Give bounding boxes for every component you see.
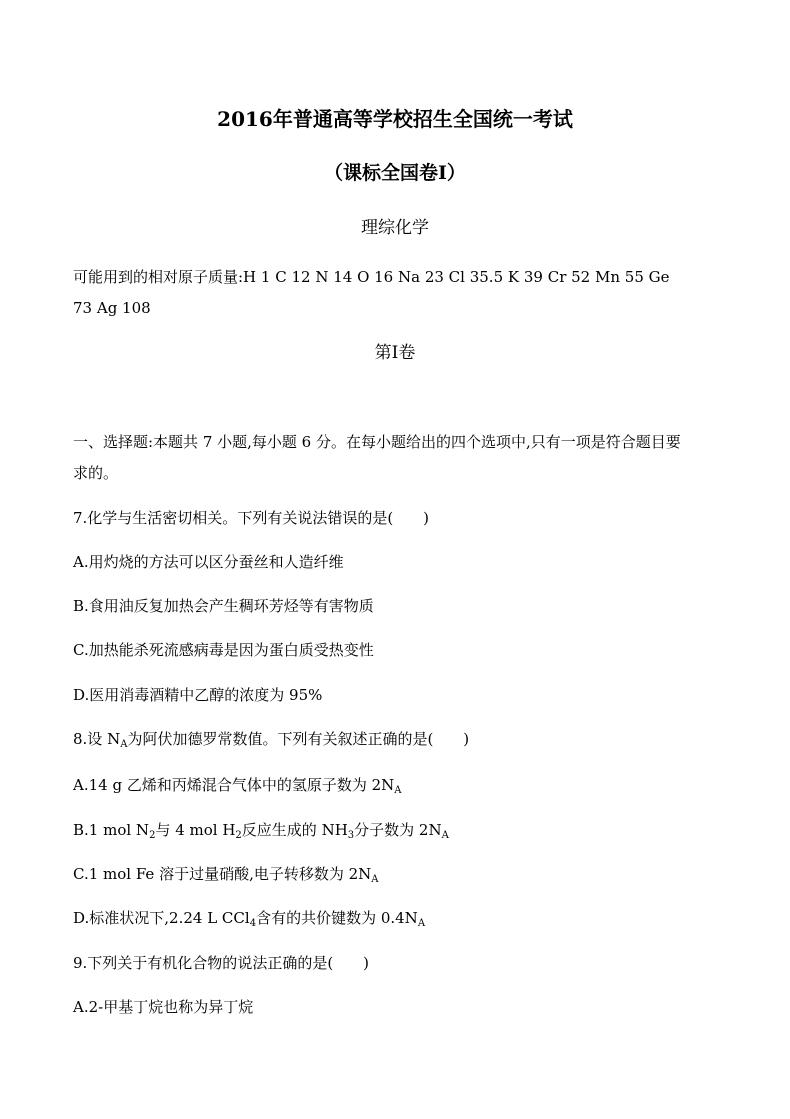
q8-b-text-1: B.1 mol N bbox=[73, 821, 150, 839]
atomic-masses-line-1: 可能用到的相对原子质量:H 1 C 12 N 14 O 16 Na 23 Cl 35.5 K 39 Cr 52 Mn 55 Ge bbox=[73, 268, 670, 286]
q8-d-subscript-1: 4 bbox=[249, 918, 257, 929]
q8-a-text: A.14 g 乙烯和丙烯混合气体中的氢原子数为 2N bbox=[73, 776, 395, 794]
q8-b-subscript-2: 2 bbox=[235, 830, 242, 841]
q8-a-subscript: A bbox=[394, 785, 402, 796]
q8-b-text-3: 反应生成的 NH bbox=[241, 821, 348, 839]
q8-d-text-2: 含有的共价键数为 0.4N bbox=[256, 909, 418, 927]
q8-b-text-4: 分子数为 2N bbox=[354, 821, 442, 839]
question-8-option-c bbox=[73, 864, 379, 884]
question-8-option-b bbox=[73, 820, 449, 840]
subject-heading: 理综化学 bbox=[361, 218, 429, 238]
atomic-masses-line-2: 73 Ag 108 bbox=[73, 299, 151, 317]
q8-c-text: C.1 mol Fe 溶于过量硝酸,电子转移数为 2N bbox=[73, 865, 372, 883]
question-8-stem bbox=[73, 729, 469, 749]
q8-stem-subscript: A bbox=[120, 739, 128, 750]
question-7-option-d: D.医用消毒酒精中乙醇的浓度为 95% bbox=[73, 686, 323, 704]
question-9-stem: 9.下列关于有机化合物的说法正确的是( ) bbox=[73, 954, 370, 972]
q8-d-text-1: D.标准状况下,2.24 L CCl bbox=[73, 909, 250, 927]
q8-b-subscript-3: 3 bbox=[347, 830, 355, 841]
q8-c-subscript: A bbox=[371, 874, 379, 885]
q8-b-subscript-4: A bbox=[441, 830, 449, 841]
exam-subtitle: （课标全国卷Ⅰ） bbox=[324, 162, 466, 184]
volume-label: 第Ⅰ卷 bbox=[374, 343, 416, 363]
question-7-option-b: B.食用油反复加热会产生稠环芳烃等有害物质 bbox=[73, 597, 374, 615]
question-9-option-a: A.2-甲基丁烷也称为异丁烷 bbox=[73, 998, 254, 1016]
question-8-option-a bbox=[73, 775, 402, 795]
q8-b-subscript-1: 2 bbox=[149, 830, 156, 841]
q8-b-text-2: 与 4 mol H bbox=[155, 821, 236, 839]
question-7-option-a: A.用灼烧的方法可以区分蚕丝和人造纤维 bbox=[73, 553, 344, 571]
section-intro-line-1: 一、选择题:本题共 7 小题,每小题 6 分。在每小题给出的四个选项中,只有一项是符合题目要 bbox=[73, 433, 681, 451]
section-intro-line-2: 求的。 bbox=[73, 464, 119, 482]
q8-stem-part-b: 为阿伏加德罗常数值。下列有关叙述正确的是( ) bbox=[127, 730, 470, 748]
question-7-option-c: C.加热能杀死流感病毒是因为蛋白质受热变性 bbox=[73, 641, 374, 659]
q8-d-subscript-2: A bbox=[417, 918, 426, 929]
question-7-stem: 7.化学与生活密切相关。下列有关说法错误的是( ) bbox=[73, 509, 430, 527]
question-8-option-d bbox=[73, 908, 425, 928]
exam-title: 2016年普通高等学校招生全国统一考试 bbox=[217, 107, 573, 131]
q8-stem-part-a: 8.设 N bbox=[73, 730, 121, 748]
